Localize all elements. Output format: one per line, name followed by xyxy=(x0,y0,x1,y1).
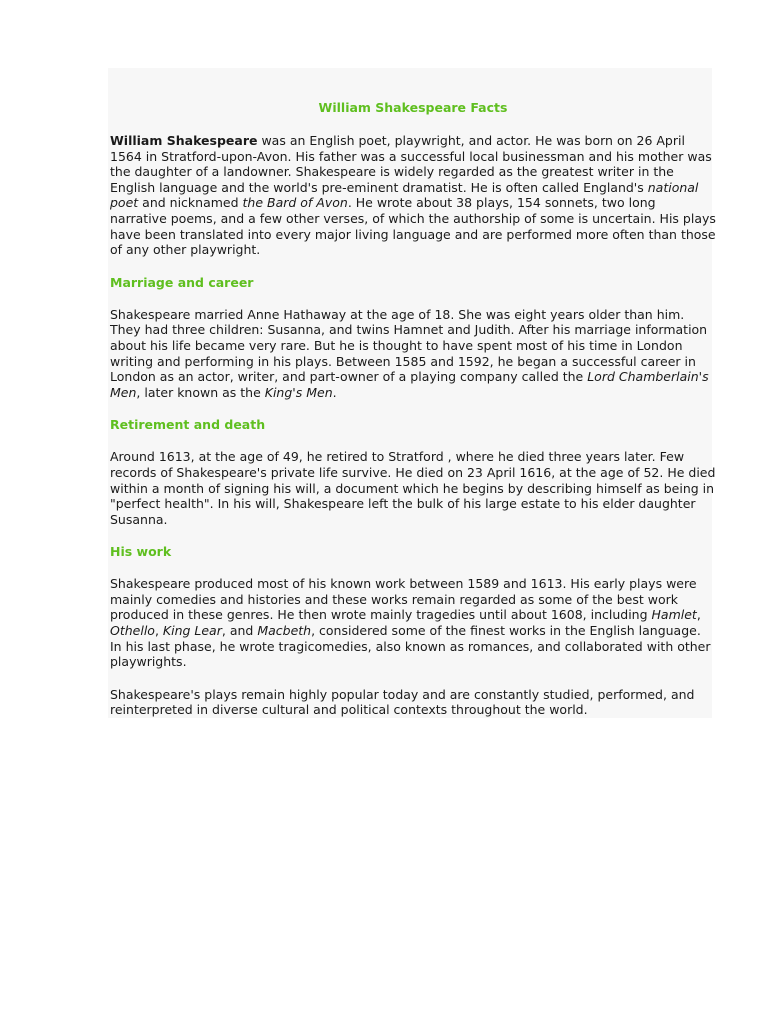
work-italic-hamlet: Hamlet xyxy=(651,607,697,623)
work-italic-king-lear: King Lear xyxy=(162,623,222,639)
marriage-italic-1: Lord Chamberlain's Men xyxy=(110,369,709,400)
marriage-italic-2: King's Men xyxy=(264,384,333,400)
work-sep-3: , and xyxy=(221,623,258,639)
marriage-text-1: Shakespeare married Anne Hathaway at the age of 18. She was eight years older than him. They had three children: Susanna, and twins Hamnet and Judith. After his marriage information about his life became very rare. But he is thought to have spent most of his time in London writing and performing in his plays. Between 1585 and 1592, he began a successful career in London as an actor, writer, and part-owner of a playing company called the xyxy=(110,306,708,385)
intro-paragraph xyxy=(110,133,716,258)
work-text-2: , considered some of the finest works in the English language. In his last phase, he wrote tragicomedies, also known as romances, and collaborated with other playwrights. xyxy=(110,623,711,670)
intro-text-1: was an English poet, playwright, and actor. He was born on 26 April 1564 in Stratford-upon-Avon. His father was a successful local businessman and his mother was the daughter of a landowner. Shakespeare is widely regarded as the greatest writer in the English language and the world's pre-eminent dramatist. He is often called England's xyxy=(110,133,712,195)
work-sep-2: , xyxy=(154,623,163,639)
document-content xyxy=(110,100,716,735)
retirement-paragraph: Around 1613, at the age of 49, he retired to Stratford , where he died three years later. Few records of Shakespeare's private life survive. He died on 23 April 1616, at the age of 52. He died within a month of signing his will, a document which he begins by describing himself as being in "perfect health". In his will, Shakespeare left the bulk of his large estate to his elder daughter Susanna. xyxy=(110,449,716,527)
work-italic-macbeth: Macbeth xyxy=(257,623,312,639)
intro-name: William Shakespeare xyxy=(110,133,258,148)
work-sep-1: , xyxy=(696,607,701,623)
intro-italic-1: national poet xyxy=(110,179,699,211)
section-heading-work: His work xyxy=(110,544,172,560)
marriage-text-3: . xyxy=(332,384,337,400)
intro-italic-2: the Bard of Avon xyxy=(242,195,348,211)
intro-text-2: and nicknamed xyxy=(138,195,243,211)
document-title: William Shakespeare Facts xyxy=(318,100,508,115)
closing-paragraph: Shakespeare's plays remain highly popular today and are constantly studied, performed, and reinterpreted in diverse cultural and political contexts throughout the world. xyxy=(110,686,695,718)
work-italic-othello: Othello xyxy=(110,623,155,639)
marriage-paragraph xyxy=(110,307,716,401)
section-heading-retirement: Retirement and death xyxy=(110,417,266,433)
work-paragraph xyxy=(110,576,716,670)
work-text-1: Shakespeare produced most of his known work between 1589 and 1613. His early plays were mainly comedies and histories and these works remain regarded as some of the best work produced in these genres. He then wrote mainly tragedies until about 1608, including xyxy=(110,576,697,623)
intro-text-3: . He wrote about 38 plays, 154 sonnets, two long narrative poems, and a few other verses, of which the authorship of some is uncertain. His plays have been translated into every major living language and are performed more often than those of any other playwright. xyxy=(110,195,716,258)
section-heading-marriage: Marriage and career xyxy=(110,274,254,290)
marriage-text-2: , later known as the xyxy=(136,384,265,400)
